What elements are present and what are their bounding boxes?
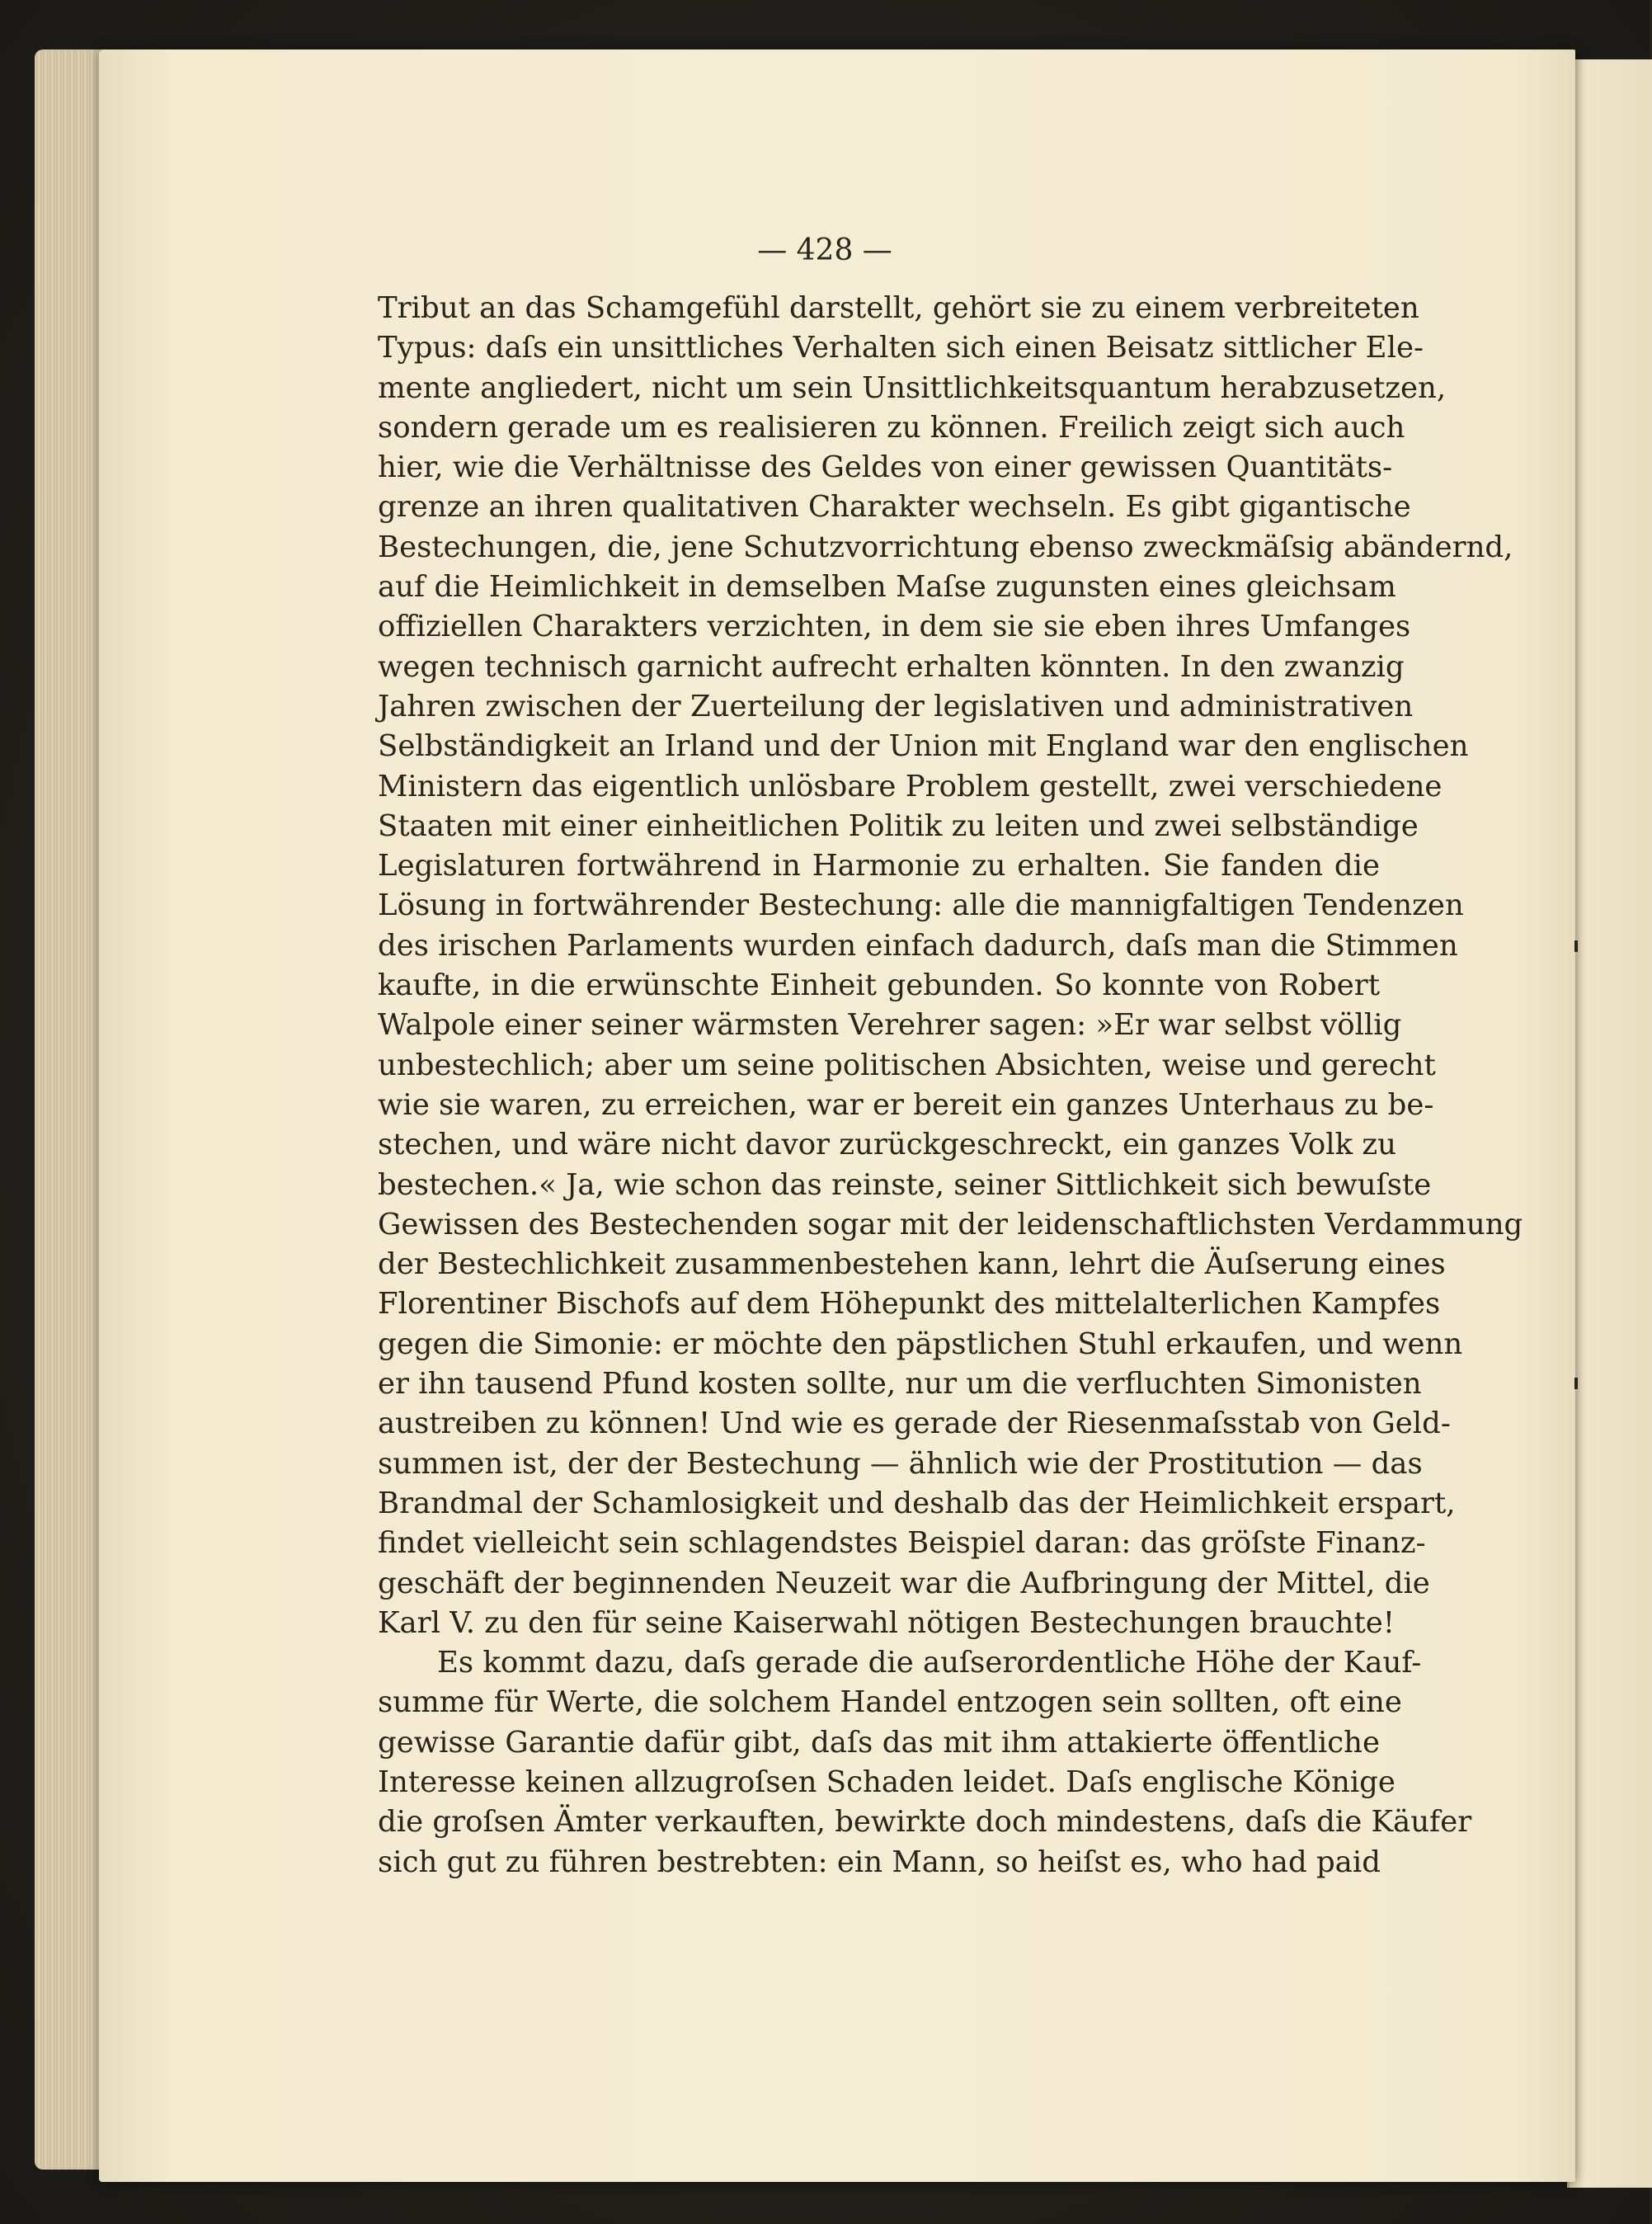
text-line: summen ist, der der Bestechung — ähnlich wie der Prostitution — das — [378, 1446, 1423, 1481]
paragraph — [378, 1643, 1472, 1882]
text-line: Brandmal der Schamlosigkeit und deshalb das der Heimlichkeit erspart, — [378, 1486, 1456, 1520]
text-line: Staaten mit einer einheitlichen Politik zu leiten und zwei selbständige — [378, 808, 1419, 843]
text-line: der Bestechlichkeit zusammenbestehen kann, lehrt die Äuſserung eines — [378, 1247, 1446, 1282]
text-line: Tribut an das Schamgefühl darstellt, gehört sie zu einem verbreiteten — [378, 291, 1419, 325]
text-line: hier, wie die Verhältnisse des Geldes von einer gewissen Quantitäts- — [378, 450, 1393, 485]
text-line: Walpole einer seiner wärmsten Verehrer sagen: »Er war selbst völlig — [378, 1008, 1402, 1043]
text-line: Es kommt dazu, daſs gerade die auſserordentliche Höhe der Kauf- — [437, 1646, 1422, 1680]
text-line: die groſsen Ämter verkauften, bewirkte doch mindestens, daſs die Käufer — [378, 1805, 1472, 1840]
text-line: er ihn tausend Pfund kosten sollte, nur um die verfluchten Simonisten — [378, 1367, 1422, 1402]
text-line: sich gut zu führen bestrebten: ein Mann, so heiſst es, who had paid — [378, 1845, 1381, 1879]
page-number: — 428 — — [757, 233, 892, 267]
text-line: auf die Heimlichkeit in demselben Maſse zugunsten eines gleichsam — [378, 570, 1396, 605]
text-line: geschäft der beginnenden Neuzeit war die Aufbringung der Mittel, die — [378, 1566, 1430, 1600]
text-line: austreiben zu können! Und wie es gerade der Riesenmaſsstab von Geld- — [378, 1406, 1451, 1441]
edge-mark — [1574, 1378, 1578, 1389]
body-text — [378, 289, 1523, 1882]
text-line: gewisse Garantie dafür gibt, daſs das mit ihm attakierte öffentliche — [378, 1725, 1380, 1760]
text-line: summe für Werte, die solchem Handel entzogen sein sollten, oft eine — [378, 1685, 1402, 1720]
text-line: Ministern das eigentlich unlösbare Problem gestellt, zwei verschiedene — [378, 769, 1443, 803]
text-line: sondern gerade um es realisieren zu können. Freilich zeigt sich auch — [378, 410, 1405, 445]
text-line: Karl V. zu den für seine Kaiserwahl nötigen Bestechungen brauchte! — [378, 1605, 1395, 1640]
text-line: findet vielleicht sein schlagendstes Beispiel daran: das gröſste Finanz- — [378, 1526, 1426, 1561]
text-line: offiziellen Charakters verzichten, in dem sie sie eben ihres Umfanges — [378, 610, 1411, 644]
text-line: Bestechungen, die, jene Schutzvorrichtung ebenso zweckmäſsig abändernd, — [378, 530, 1513, 564]
text-line: Florentiner Bischofs auf dem Höhepunkt des mittelalterlichen Kampfes — [378, 1287, 1441, 1322]
text-line: Legislaturen fortwährend in Harmonie zu erhalten. Sie fanden die — [378, 849, 1380, 883]
text-line: Lösung in fortwährender Bestechung: alle die mannigfaltigen Tendenzen — [378, 888, 1464, 923]
paragraph — [378, 289, 1523, 1643]
text-line: Interesse keinen allzugroſsen Schaden leidet. Daſs englische Könige — [378, 1765, 1395, 1799]
text-line: Gewissen des Bestechenden sogar mit der leidenschaftlichsten Verdammung — [378, 1207, 1523, 1242]
text-line: grenze an ihren qualitativen Charakter wechseln. Es gibt gigantische — [378, 490, 1411, 525]
text-line: Typus: daſs ein unsittliches Verhalten sich einen Beisatz sittlicher Ele- — [378, 331, 1424, 365]
edge-mark — [1574, 940, 1578, 952]
text-line: mente angliedert, nicht um sein Unsittlichkeitsquantum herabzusetzen, — [378, 370, 1447, 405]
text-line: stechen, und wäre nicht davor zurückgeschreckt, ein ganzes Volk zu — [378, 1128, 1396, 1162]
text-line: Jahren zwischen der Zuerteilung der legislativen und administrativen — [378, 689, 1414, 723]
text-line: des irischen Parlaments wurden einfach dadurch, daſs man die Stimmen — [378, 928, 1458, 963]
text-line: gegen die Simonie: er möchte den päpstlichen Stuhl erkaufen, und wenn — [378, 1326, 1463, 1361]
adjacent-page-edge — [1567, 59, 1652, 2188]
text-line: wegen technisch garnicht aufrecht erhalten könnten. In den zwanzig — [378, 649, 1405, 684]
text-line: kaufte, in die erwünschte Einheit gebunden. So konnte von Robert — [378, 968, 1380, 1003]
text-line: bestechen.« Ja, wie schon das reinste, seiner Sittlichkeit sich bewuſste — [378, 1167, 1432, 1202]
text-line: unbestechlich; aber um seine politischen Absichten, weise und gerecht — [378, 1048, 1436, 1082]
text-line: wie sie waren, zu erreichen, war er bereit ein ganzes Unterhaus zu be- — [378, 1087, 1434, 1122]
text-line: Selbständigkeit an Irland und der Union mit England war den englischen — [378, 729, 1469, 764]
